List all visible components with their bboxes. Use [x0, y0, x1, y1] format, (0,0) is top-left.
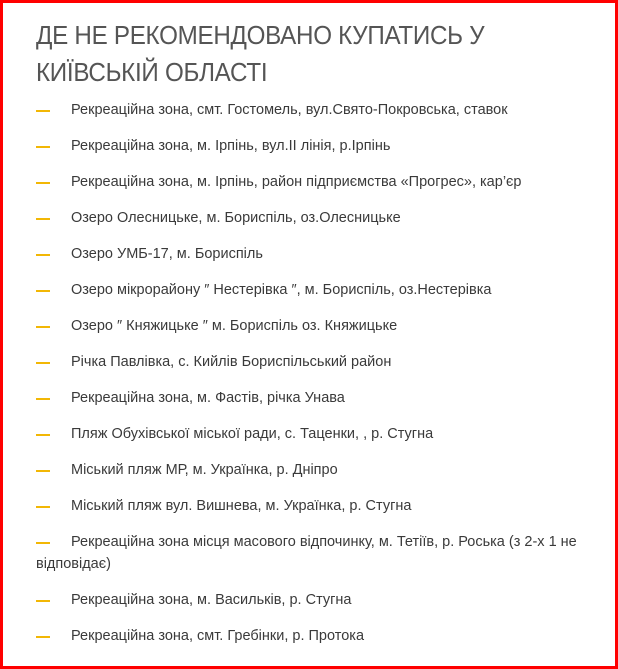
list-item-text: Озеро УМБ-17, м. Бориспіль: [71, 246, 263, 262]
dash-bullet-icon: [36, 542, 50, 544]
list-item: [36, 423, 606, 445]
list-item: [36, 625, 606, 647]
list-item: [36, 351, 606, 373]
list-item-text: Озеро мікрорайону ″ Нестерівка ″, м. Бориспіль, оз.Нестерівка: [71, 282, 492, 298]
list-item-text: Рекреаційна зона, м. Ірпінь, район підприємства «Прогрес», кар’єр: [71, 174, 522, 190]
list-item-text: Рекреаційна зона, м. Ірпінь, вул.ІІ лінія, р.Ірпінь: [71, 138, 391, 154]
dash-bullet-icon: [36, 362, 50, 364]
dash-bullet-icon: [36, 434, 50, 436]
list-item: [36, 135, 606, 157]
list-item-text: Рекреаційна зона, м. Васильків, р. Стугна: [71, 592, 352, 608]
list-item: [36, 589, 606, 611]
dash-bullet-icon: [36, 182, 50, 184]
list-item: [36, 315, 606, 337]
list-item-text: Міський пляж МР, м. Українка, р. Дніпро: [71, 462, 338, 478]
list-item-text: Рекреаційна зона, смт. Гостомель, вул.Свято-Покровська, ставок: [71, 102, 508, 118]
dash-bullet-icon: [36, 506, 50, 508]
list-item: [36, 459, 606, 481]
dash-bullet-icon: [36, 218, 50, 220]
dash-bullet-icon: [36, 326, 50, 328]
list-item-text: Озеро ″ Княжицьке ″ м. Бориспіль оз. Княжицьке: [71, 318, 398, 334]
dash-bullet-icon: [36, 398, 50, 400]
list-item: [36, 243, 606, 265]
list-item-text: Рекреаційна зона, м. Фастів, річка Унава: [71, 390, 345, 406]
dash-bullet-icon: [36, 110, 50, 112]
page-title: ДЕ НЕ РЕКОМЕНДОВАНО КУПАТИСЬ У КИЇВСЬКІЙ ОБЛАСТІ: [36, 20, 485, 87]
list-item: [36, 207, 606, 229]
dash-bullet-icon: [36, 600, 50, 602]
list-item-text: Річка Павлівка, с. Кийлів Бориспільський район: [71, 354, 392, 370]
dash-bullet-icon: [36, 254, 50, 256]
list-item-text: Міський пляж вул. Вишнева, м. Українка, р. Стугна: [71, 498, 412, 514]
list-item: [36, 387, 606, 409]
list-item: [36, 99, 606, 121]
locations-list: [36, 99, 606, 661]
list-item-text: Рекреаційна зона, смт. Гребінки, р. Протока: [71, 628, 365, 644]
dash-bullet-icon: [36, 470, 50, 472]
dash-bullet-icon: [36, 146, 50, 148]
dash-bullet-icon: [36, 636, 50, 638]
list-item: [36, 531, 606, 575]
list-item: [36, 279, 606, 301]
list-item: [36, 171, 606, 193]
list-item-text: Пляж Обухівської міської ради, с. Таценки, , р. Стугна: [71, 426, 434, 442]
dash-bullet-icon: [36, 290, 50, 292]
list-item: [36, 495, 606, 517]
list-item-text: Озеро Олесницьке, м. Бориспіль, оз.Олесницьке: [71, 210, 401, 226]
list-item-text: Рекреаційна зона місця масового відпочинку, м. Тетіїв, р. Роська (з 2-х 1 не відповідає): [36, 534, 577, 572]
